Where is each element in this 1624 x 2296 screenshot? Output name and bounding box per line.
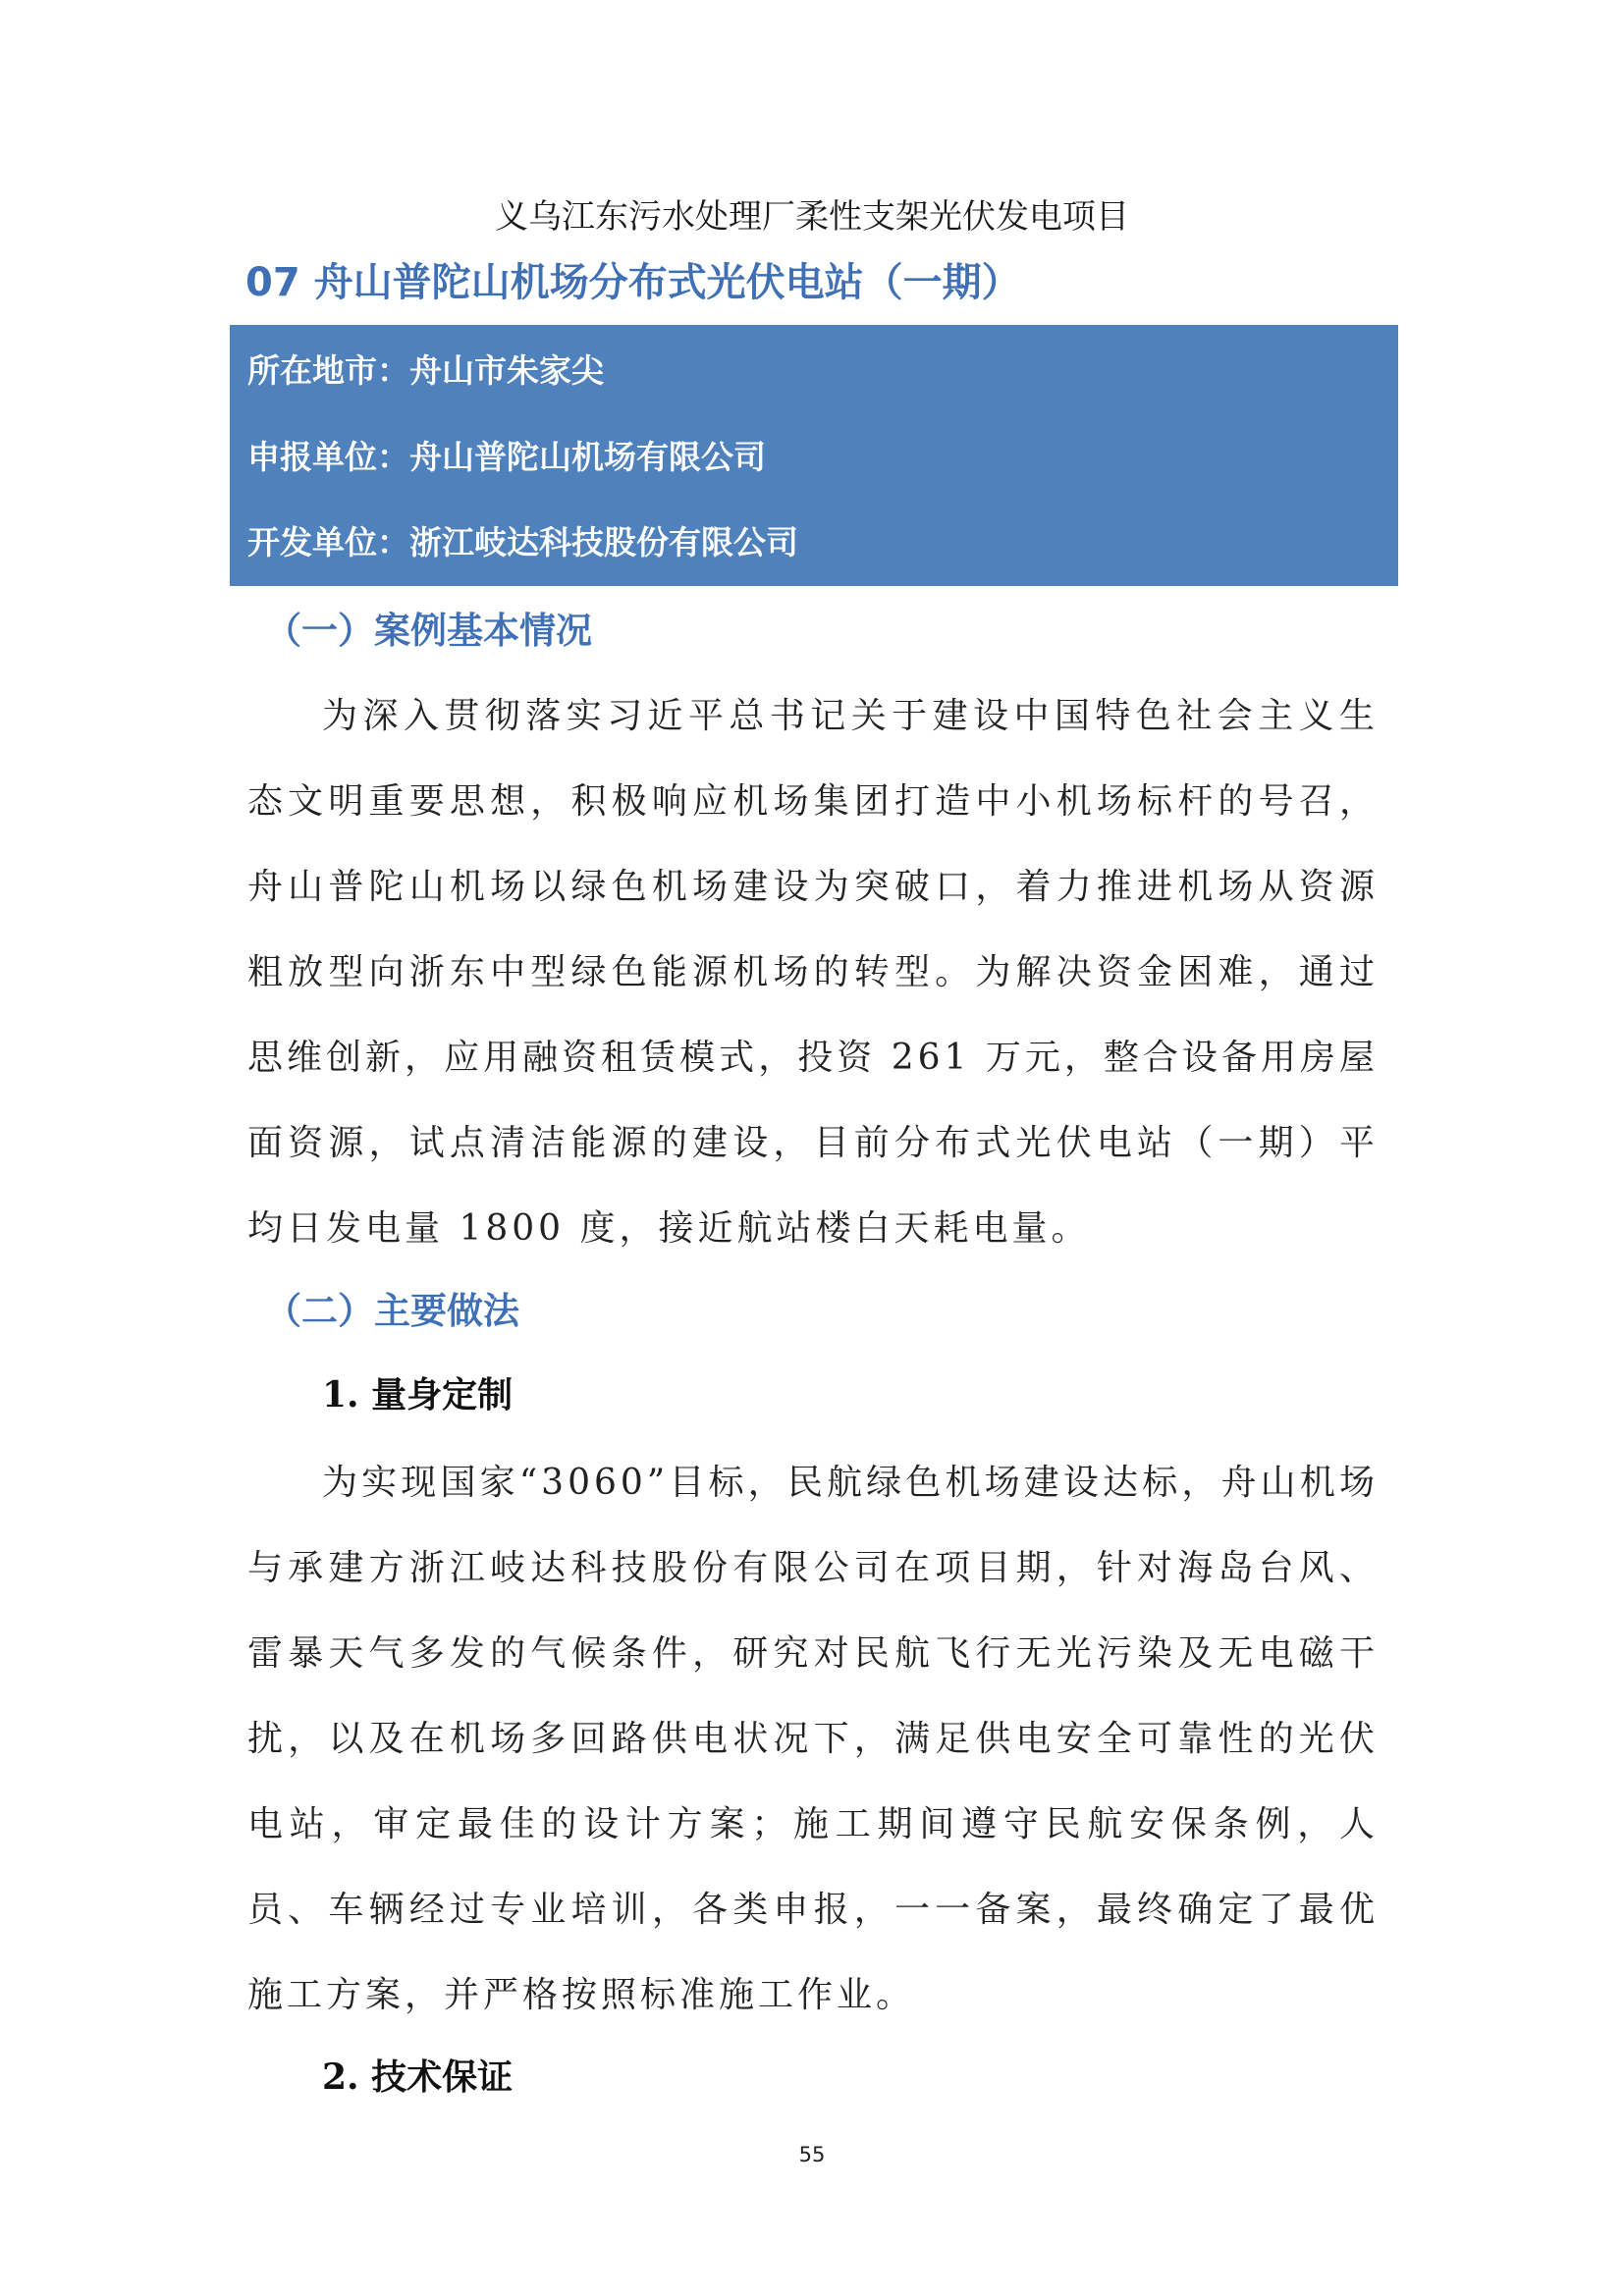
page-number: 55 [798,2143,826,2166]
tailored-design-paragraph: 为实现国家“3060”目标，民航绿色机场建设达标，舟山机场与承建方浙江岐达科技股份有限公司在项目期，针对海岛台风、雷暴天气多发的气候条件，研究对民航飞行无光污染及无电磁干扰，以及在机场多回路供电状况下，满足供电安全可靠性的光伏电站，审定最佳的设计方案；施工期间遵守民航安保条例，人员、车辆经过专业培训，各类申报，一一备案，最终确定了最优施工方案，并严格按照标准施工作业。 [247,1463,1379,2015]
project-info-box [230,325,1398,586]
applicant-row: 申报单位：舟山普陀山机场有限公司 [247,438,766,476]
basic-info-paragraph: 为深入贯彻落实习近平总书记关于建设中国特色社会主义生态文明重要思想，积极响应机场集团打造中小机场标杆的号召，舟山普陀山机场以绿色机场建设为突破口，着力推进机场从资源粗放型向浙东中型绿色能源机场的转型。为解决资金困难，通过思维创新，应用融资租赁模式，投资 261 万元，整合设备用房屋面资源，试点清洁能源的建设，目前分布式光伏电站（一期）平均日发电量 1800 度，接近航站楼白天耗电量。 [247,696,1379,1249]
developer-row: 开发单位：浙江岐达科技股份有限公司 [247,523,798,561]
section-heading-basic-info: （一）案例基本情况 [265,610,592,652]
location-row: 所在地市：舟山市朱家尖 [247,351,604,390]
subheading-technical-assurance: 2. 技术保证 [322,2056,514,2098]
case-title: 07 舟山普陀山机场分布式光伏电站（一期） [245,260,1021,305]
project-header-line: 义乌江东污水处理厂柔性支架光伏发电项目 [495,197,1129,237]
subheading-tailored-design: 1. 量身定制 [322,1374,514,1415]
section-heading-main-practices: （二）主要做法 [265,1290,519,1332]
